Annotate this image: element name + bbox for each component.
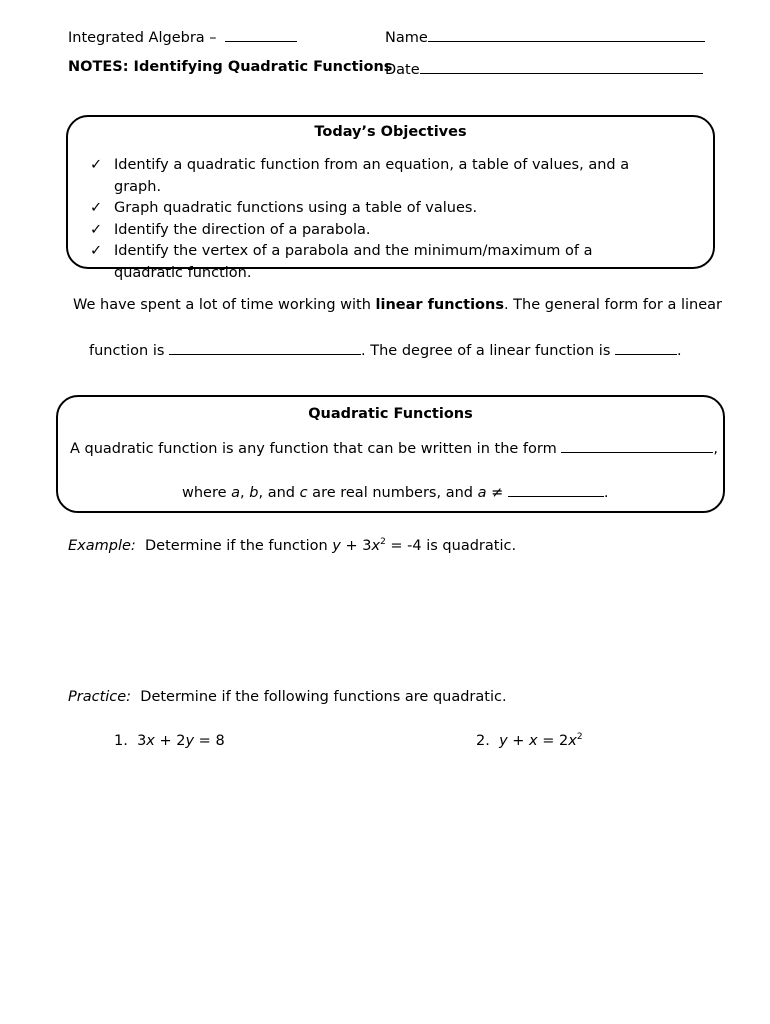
name-label: Name	[385, 30, 428, 46]
a-not-equal-blank[interactable]	[508, 482, 604, 497]
name-field	[385, 27, 705, 46]
course-text: Integrated Algebra –	[68, 30, 217, 46]
objective-item: ✓ Identify the vertex of a parabola and the minimum/maximum of a quadratic function.	[90, 243, 593, 281]
checkmark-icon: ✓	[90, 243, 103, 259]
quadratic-form-blank[interactable]	[561, 438, 713, 453]
general-form-blank[interactable]	[169, 340, 361, 355]
practice-problem-2: 2. $y + x = 2x^2$	[476, 732, 583, 749]
checkmark-icon: ✓	[90, 200, 103, 216]
notes-title: NOTES: Identifying Quadratic Functions	[68, 59, 393, 75]
objectives-title: Today’s Objectives	[314, 124, 467, 140]
quadratic-conditions-line: where a, b, and c are real numbers, and a ≠ .	[182, 482, 608, 501]
checkmark-icon: ✓	[90, 221, 103, 238]
name-blank[interactable]	[428, 27, 705, 42]
quadratic-title: Quadratic Functions	[308, 406, 473, 422]
date-label: Date	[385, 62, 420, 78]
date-blank[interactable]	[420, 59, 703, 74]
example-label: Example:	[68, 538, 136, 554]
degree-blank[interactable]	[615, 340, 677, 355]
checkmark-icon: ✓	[90, 157, 103, 173]
example-line: Example: Determine if the function $y + 3x^2 = -4$ is quadratic.	[68, 537, 517, 554]
objective-item: ✓ Graph quadratic functions using a table of values.	[90, 198, 674, 220]
practice-label: Practice:	[68, 689, 132, 705]
linear-line-2: function is . The degree of a linear function is .	[89, 340, 682, 359]
objectives-list	[90, 155, 674, 284]
objectives-box	[66, 115, 715, 281]
practice-problem-1: 1. 3x + 2y = 8	[114, 733, 225, 749]
quadratic-box	[56, 395, 725, 513]
linear-line-1: We have spent a lot of time working with linear functions. The general form for a linear	[73, 297, 722, 313]
date-field	[385, 59, 703, 78]
practice-line: Practice: Determine if the following functions are quadratic.	[68, 689, 507, 705]
objective-item: ✓ Identify a quadratic function from an equation, a table of values, and a graph.	[90, 157, 630, 195]
course-label	[68, 27, 297, 46]
linear-functions-term: linear functions	[375, 297, 504, 313]
objective-item: ✓ Identify the direction of a parabola.	[90, 220, 674, 242]
quadratic-definition-line: A quadratic function is any function that can be written in the form ,	[70, 438, 718, 457]
course-blank[interactable]	[225, 27, 297, 42]
